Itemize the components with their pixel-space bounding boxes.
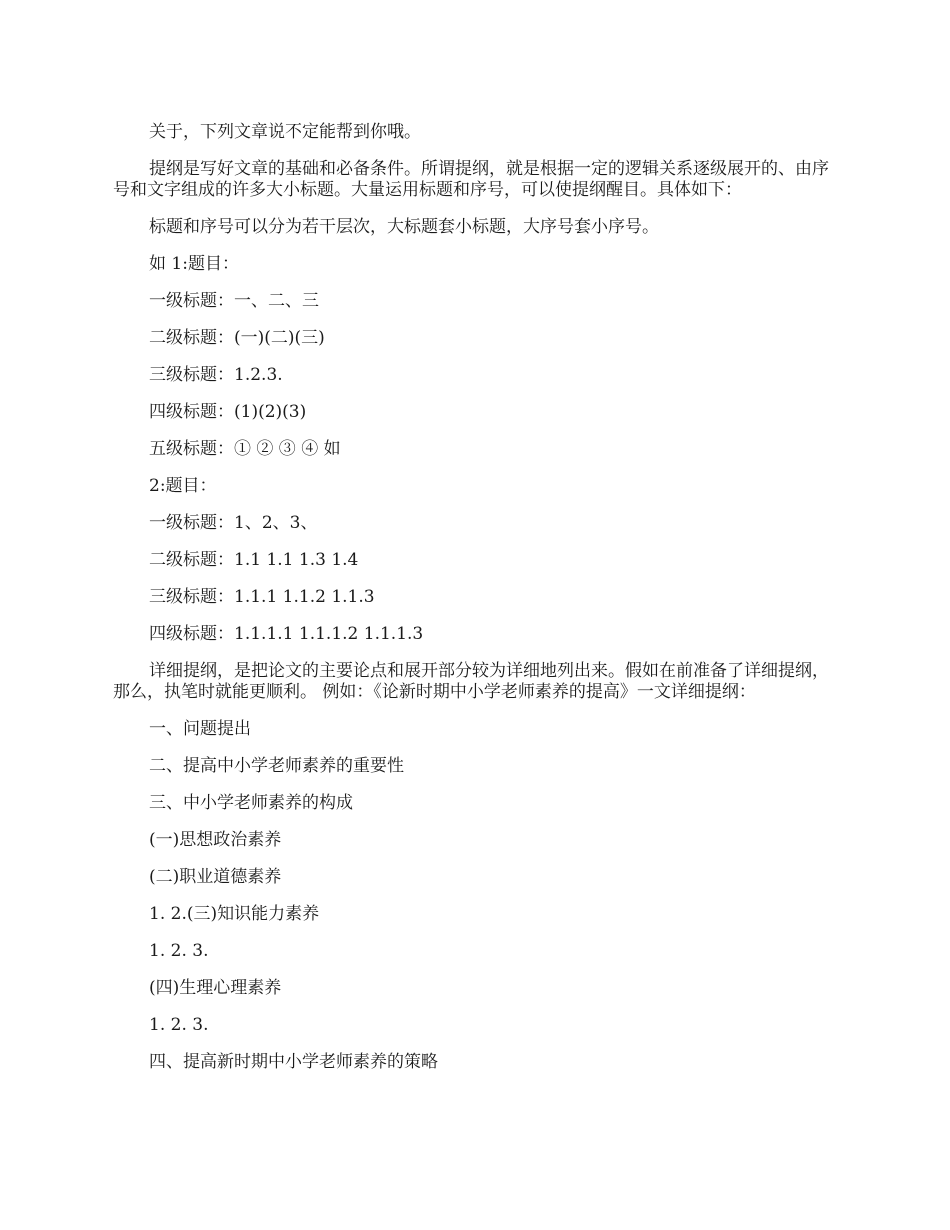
outline-item-3: 三、中小学老师素养的构成 — [149, 793, 353, 813]
outline-item-3-1: (一)思想政治素养 — [149, 830, 282, 850]
outline-item-3-3-sub: 1. 2. 3. — [149, 941, 209, 961]
example-2-level-3: 三级标题：1.1.1 1.1.2 1.1.3 — [149, 587, 375, 607]
example-2-level-1: 一级标题：1、2、3、 — [149, 513, 318, 533]
example-1-title: 如 1:题目： — [149, 254, 239, 274]
example-1-level-3: 三级标题：1.2.3. — [149, 365, 283, 385]
levels-paragraph: 标题和序号可以分为若干层次，大标题套小标题，大序号套小序号。 — [149, 217, 659, 237]
outline-item-3-2: (二)职业道德素养 — [149, 867, 282, 887]
intro-paragraph: 关于，下列文章说不定能帮到你哦。 — [149, 122, 421, 142]
outline-definition-paragraph: 提纲是写好文章的基础和必备条件。所谓提纲，就是根据一定的逻辑关系逐级展开的、由序号和文字组成的许多大小标题。大量运用标题和序号，可以使提纲醒目。具体如下： — [113, 159, 829, 200]
outline-item-2: 二、提高中小学老师素养的重要性 — [149, 756, 404, 776]
example-1-level-5: 五级标题：① ② ③ ④ 如 — [149, 439, 341, 459]
detailed-outline-paragraph: 详细提纲，是把论文的主要论点和展开部分较为详细地列出来。假如在前准备了详细提纲，那么，执笔时就能更顺利。 例如：《论新时期中小学老师素养的提高》一文详细提纲： — [113, 661, 829, 702]
example-1-level-1: 一级标题：一、二、三 — [149, 291, 319, 311]
example-2-level-4: 四级标题：1.1.1.1 1.1.1.2 1.1.1.3 — [149, 624, 424, 644]
example-2-level-2: 二级标题：1.1 1.1 1.3 1.4 — [149, 550, 359, 570]
outline-item-4: 四、提高新时期中小学老师素养的策略 — [149, 1052, 438, 1072]
example-1-level-4: 四级标题：(1)(2)(3) — [149, 402, 307, 422]
outline-item-3-4: (四)生理心理素养 — [149, 978, 282, 998]
example-2-title: 2:题目： — [149, 476, 217, 496]
outline-item-1: 一、问题提出 — [149, 719, 251, 739]
document-body — [113, 122, 841, 1089]
example-1-level-2: 二级标题：(一)(二)(三) — [149, 328, 325, 348]
outline-item-3-4-sub: 1. 2. 3. — [149, 1015, 209, 1035]
outline-item-3-2-sub: 1. 2.(三)知识能力素养 — [149, 904, 320, 924]
